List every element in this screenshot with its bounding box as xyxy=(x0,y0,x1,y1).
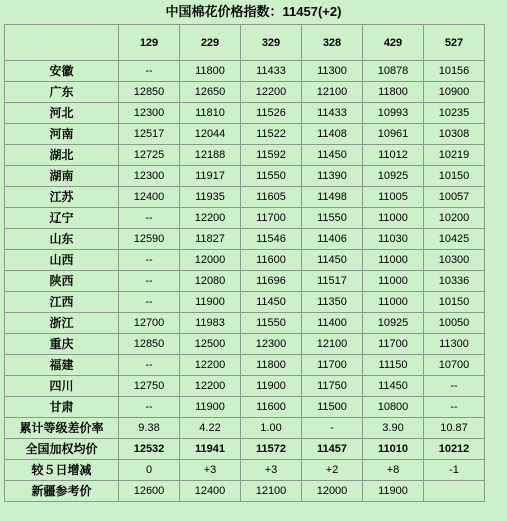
table-cell: 10150 xyxy=(424,292,485,313)
table-cell: 11300 xyxy=(424,334,485,355)
column-header: 129 xyxy=(119,25,180,61)
table-cell: 11900 xyxy=(180,397,241,418)
table-cell: 10800 xyxy=(363,397,424,418)
table-cell: 10300 xyxy=(424,250,485,271)
table-cell: 11000 xyxy=(363,271,424,292)
table-cell: - xyxy=(302,418,363,439)
table-cell: 0 xyxy=(119,460,180,481)
table-cell: 12080 xyxy=(180,271,241,292)
row-label: 浙江 xyxy=(5,313,119,334)
column-header: 328 xyxy=(302,25,363,61)
table-cell: 11433 xyxy=(241,61,302,82)
table-cell: 12600 xyxy=(119,481,180,502)
table-row xyxy=(5,208,485,229)
table-row xyxy=(5,481,485,502)
table-cell: 11457 xyxy=(302,439,363,460)
table-cell: 10925 xyxy=(363,166,424,187)
table-row xyxy=(5,250,485,271)
row-label: 较５日增减 xyxy=(5,460,119,481)
table-cell: 11550 xyxy=(302,208,363,229)
table-cell: 12300 xyxy=(241,334,302,355)
table-cell: 11500 xyxy=(302,397,363,418)
table-cell: 10925 xyxy=(363,313,424,334)
table-cell: 11550 xyxy=(241,313,302,334)
table-cell: 12300 xyxy=(119,103,180,124)
table-cell: 12532 xyxy=(119,439,180,460)
table-cell: 4.22 xyxy=(180,418,241,439)
row-label: 陕西 xyxy=(5,271,119,292)
table-cell: 11983 xyxy=(180,313,241,334)
row-label: 广东 xyxy=(5,82,119,103)
table-cell: 11406 xyxy=(302,229,363,250)
table-cell: +8 xyxy=(363,460,424,481)
table-cell: 11800 xyxy=(241,355,302,376)
table-cell: 11433 xyxy=(302,103,363,124)
table-cell: 11900 xyxy=(363,481,424,502)
table-cell: 12400 xyxy=(180,481,241,502)
table-cell: 11450 xyxy=(302,145,363,166)
table-cell: 11700 xyxy=(363,334,424,355)
table-cell: 10235 xyxy=(424,103,485,124)
table-cell: 11900 xyxy=(241,376,302,397)
table-cell: 12100 xyxy=(302,82,363,103)
row-label: 山东 xyxy=(5,229,119,250)
table-cell xyxy=(424,481,485,502)
row-label: 山西 xyxy=(5,250,119,271)
table-cell: 12750 xyxy=(119,376,180,397)
table-cell: 11750 xyxy=(302,376,363,397)
table-cell: 11935 xyxy=(180,187,241,208)
table-row xyxy=(5,334,485,355)
table-cell: 12200 xyxy=(241,82,302,103)
table-cell: -- xyxy=(424,397,485,418)
row-label: 河北 xyxy=(5,103,119,124)
table-cell: 11810 xyxy=(180,103,241,124)
table-cell: 11800 xyxy=(180,61,241,82)
table-cell: 11941 xyxy=(180,439,241,460)
table-cell: 11350 xyxy=(302,292,363,313)
row-label: 辽宁 xyxy=(5,208,119,229)
table-cell: 11450 xyxy=(241,292,302,313)
table-cell: 10308 xyxy=(424,124,485,145)
table-cell: 12500 xyxy=(180,334,241,355)
table-row xyxy=(5,397,485,418)
table-row xyxy=(5,355,485,376)
table-cell: 11517 xyxy=(302,271,363,292)
table-cell: 10961 xyxy=(363,124,424,145)
table-cell: 12850 xyxy=(119,82,180,103)
table-title: 中国棉花价格指数：11457(+2) xyxy=(165,4,342,19)
table-cell: 10.87 xyxy=(424,418,485,439)
table-cell: 10150 xyxy=(424,166,485,187)
table-row xyxy=(5,313,485,334)
table-cell: 11005 xyxy=(363,187,424,208)
row-label: 江西 xyxy=(5,292,119,313)
table-cell: 12200 xyxy=(180,208,241,229)
table-cell: 9.38 xyxy=(119,418,180,439)
table-row xyxy=(5,61,485,82)
table-cell: 11917 xyxy=(180,166,241,187)
row-label: 新疆参考价 xyxy=(5,481,119,502)
table-row xyxy=(5,145,485,166)
table-cell: 10993 xyxy=(363,103,424,124)
table-cell: 12725 xyxy=(119,145,180,166)
table-row xyxy=(5,166,485,187)
table-cell: -- xyxy=(119,61,180,82)
table-row xyxy=(5,418,485,439)
table-cell: 3.90 xyxy=(363,418,424,439)
table-cell: -- xyxy=(119,250,180,271)
column-header: 429 xyxy=(363,25,424,61)
table-cell: 12044 xyxy=(180,124,241,145)
table-cell: 11150 xyxy=(363,355,424,376)
table-cell: 11572 xyxy=(241,439,302,460)
table-cell: 12000 xyxy=(180,250,241,271)
table-cell: -- xyxy=(119,208,180,229)
table-cell: 10219 xyxy=(424,145,485,166)
table-cell: 12100 xyxy=(241,481,302,502)
table-row xyxy=(5,82,485,103)
table-row xyxy=(5,124,485,145)
table-cell: 12188 xyxy=(180,145,241,166)
table-row xyxy=(5,187,485,208)
table-row xyxy=(5,376,485,397)
table-cell: 11000 xyxy=(363,250,424,271)
table-cell: +3 xyxy=(241,460,302,481)
table-cell: 10050 xyxy=(424,313,485,334)
table-cell: 12650 xyxy=(180,82,241,103)
table-cell: -- xyxy=(424,376,485,397)
table-cell: 11000 xyxy=(363,292,424,313)
table-cell: +2 xyxy=(302,460,363,481)
table-cell: 12100 xyxy=(302,334,363,355)
table-cell: 10336 xyxy=(424,271,485,292)
table-cell: 11696 xyxy=(241,271,302,292)
table-cell: 11605 xyxy=(241,187,302,208)
table-cell: -- xyxy=(119,271,180,292)
row-label: 湖北 xyxy=(5,145,119,166)
row-label: 福建 xyxy=(5,355,119,376)
table-cell: 10200 xyxy=(424,208,485,229)
price-table xyxy=(4,24,485,502)
table-cell: 10900 xyxy=(424,82,485,103)
row-label: 累计等级差价率 xyxy=(5,418,119,439)
table-cell: 12200 xyxy=(180,376,241,397)
table-row xyxy=(5,292,485,313)
table-cell: 12517 xyxy=(119,124,180,145)
table-cell: -1 xyxy=(424,460,485,481)
table-cell: 11012 xyxy=(363,145,424,166)
table-cell: -- xyxy=(119,397,180,418)
table-cell: 11600 xyxy=(241,250,302,271)
table-cell: 10057 xyxy=(424,187,485,208)
table-cell: 11550 xyxy=(241,166,302,187)
table-cell: 11390 xyxy=(302,166,363,187)
table-row xyxy=(5,229,485,250)
table-cell: 12000 xyxy=(302,481,363,502)
table-cell: 11522 xyxy=(241,124,302,145)
row-label: 安徽 xyxy=(5,61,119,82)
table-cell: 11400 xyxy=(302,313,363,334)
table-cell: 10425 xyxy=(424,229,485,250)
table-cell: 11700 xyxy=(302,355,363,376)
column-header: 229 xyxy=(180,25,241,61)
row-label: 重庆 xyxy=(5,334,119,355)
column-header: 329 xyxy=(241,25,302,61)
row-label: 甘肃 xyxy=(5,397,119,418)
table-cell: 11827 xyxy=(180,229,241,250)
table-cell: 12300 xyxy=(119,166,180,187)
table-cell: 11526 xyxy=(241,103,302,124)
table-cell: 10156 xyxy=(424,61,485,82)
table-row xyxy=(5,460,485,481)
table-cell: -- xyxy=(119,355,180,376)
table-cell: 10212 xyxy=(424,439,485,460)
table-cell: -- xyxy=(119,292,180,313)
table-row xyxy=(5,439,485,460)
table-cell: 11600 xyxy=(241,397,302,418)
header-corner xyxy=(5,25,119,61)
table-cell: 10878 xyxy=(363,61,424,82)
row-label: 全国加权均价 xyxy=(5,439,119,460)
table-cell: 11800 xyxy=(363,82,424,103)
table-cell: 11450 xyxy=(363,376,424,397)
table-cell: 11450 xyxy=(302,250,363,271)
table-cell: 11010 xyxy=(363,439,424,460)
table-cell: 12200 xyxy=(180,355,241,376)
table-cell: 12590 xyxy=(119,229,180,250)
row-label: 四川 xyxy=(5,376,119,397)
table-cell: 12400 xyxy=(119,187,180,208)
table-cell: 11030 xyxy=(363,229,424,250)
table-cell: 11300 xyxy=(302,61,363,82)
table-cell: 11700 xyxy=(241,208,302,229)
table-cell: 12700 xyxy=(119,313,180,334)
table-cell: 11900 xyxy=(180,292,241,313)
table-row xyxy=(5,271,485,292)
table-cell: 10700 xyxy=(424,355,485,376)
table-cell: 11000 xyxy=(363,208,424,229)
table-row xyxy=(5,103,485,124)
row-label: 河南 xyxy=(5,124,119,145)
table-cell: 11592 xyxy=(241,145,302,166)
table-cell: +3 xyxy=(180,460,241,481)
column-header: 527 xyxy=(424,25,485,61)
header-row xyxy=(5,25,485,61)
table-cell: 11546 xyxy=(241,229,302,250)
table-cell: 11498 xyxy=(302,187,363,208)
row-label: 湖南 xyxy=(5,166,119,187)
table-cell: 11408 xyxy=(302,124,363,145)
row-label: 江苏 xyxy=(5,187,119,208)
table-cell: 12850 xyxy=(119,334,180,355)
table-cell: 1.00 xyxy=(241,418,302,439)
